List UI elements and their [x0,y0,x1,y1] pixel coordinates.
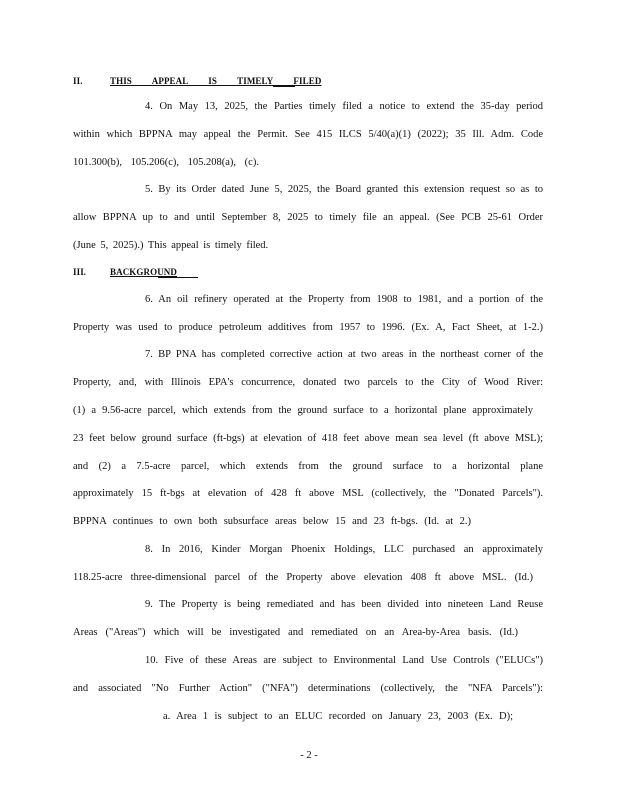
paragraph-7-line-2: Property, and, with Illinois EPA's concurrence, donated two parcels to the City of Wood River: [73,377,543,388]
paragraph-6-line-1: 6. An oil refinery operated at the Property from 1908 to 1981, and a portion of the [145,294,543,305]
paragraph-10-line-2: and associated "No Further Action" ("NFA") determinations (collectively, the "NFA Parcels"): [73,683,543,694]
paragraph-9-line-2: Areas ("Areas") which will be investigated and remediated on an Area-by-Area basis. (Id.) [73,627,518,638]
paragraph-10-line-1: 10. Five of these Areas are subject to Environmental Land Use Controls ("ELUCs") [145,655,543,666]
heading-underline [158,277,198,278]
paragraph-7-line-6: approximately 15 ft-bgs at elevation of 428 ft above MSL (collectively, the "Donated Parcels"). [73,488,543,499]
paragraph-9-line-1: 9. The Property is being remediated and has been divided into nineteen Land Reuse [145,599,543,610]
paragraph-7-line-4: 23 feet below ground surface (ft-bgs) at elevation of 418 feet above mean sea level (ft above MSL); [73,433,543,444]
paragraph-7-line-3: (1) a 9.56-acre parcel, which extends from the ground surface to a horizontal plane approximately [73,405,533,416]
paragraph-6-line-2: Property was used to produce petroleum additives from 1957 to 1996. (Ex. A, Fact Sheet, at 1-2.) [73,322,543,333]
section-title: BACKGROUND [110,267,178,277]
page-number: - 2 - [300,750,318,761]
paragraph-8-line-1: 8. In 2016, Kinder Morgan Phoenix Holdings, LLC purchased an approximately [145,544,543,555]
heading-underline [273,86,295,87]
subparagraph-a: a. Area 1 is subject to an ELUC recorded on January 23, 2003 (Ex. D); [163,711,513,722]
paragraph-8-line-2: 118.25-acre three-dimensional parcel of the Property above elevation 408 ft above MSL. (Id.) [73,572,533,583]
paragraph-7-line-1: 7. BP PNA has completed corrective action at two areas in the northeast corner of the [145,349,543,360]
paragraph-5-line-1: 5. By its Order dated June 5, 2025, the Board granted this extension request so as to [145,184,543,195]
paragraph-5-line-3: (June 5, 2025).) This appeal is timely filed. [73,240,269,251]
section-title: THIS APPEAL IS TIMELY FILED [110,76,322,86]
paragraph-7-line-5: and (2) a 7.5-acre parcel, which extends from the ground surface to a horizontal plane [73,461,543,472]
paragraph-4-line-3: 101.300(b), 105.206(c), 105.208(a), (c). [73,157,259,168]
section-number: III. [73,267,87,277]
paragraph-4-line-2: within which BPPNA may appeal the Permit. See 415 ILCS 5/40(a)(1) (2022); 35 Ill. Adm. Code [73,129,543,140]
section-number: II. [73,76,83,86]
paragraph-7-line-7: BPPNA continues to own both subsurface areas below 15 and 23 ft-bgs. (Id. at 2.) [73,516,471,527]
paragraph-5-line-2: allow BPPNA up to and until September 8, 2025 to timely file an appeal. (See PCB 25-61 Order [73,212,543,223]
paragraph-4-line-1: 4. On May 13, 2025, the Parties timely filed a notice to extend the 35-day period [145,101,543,112]
